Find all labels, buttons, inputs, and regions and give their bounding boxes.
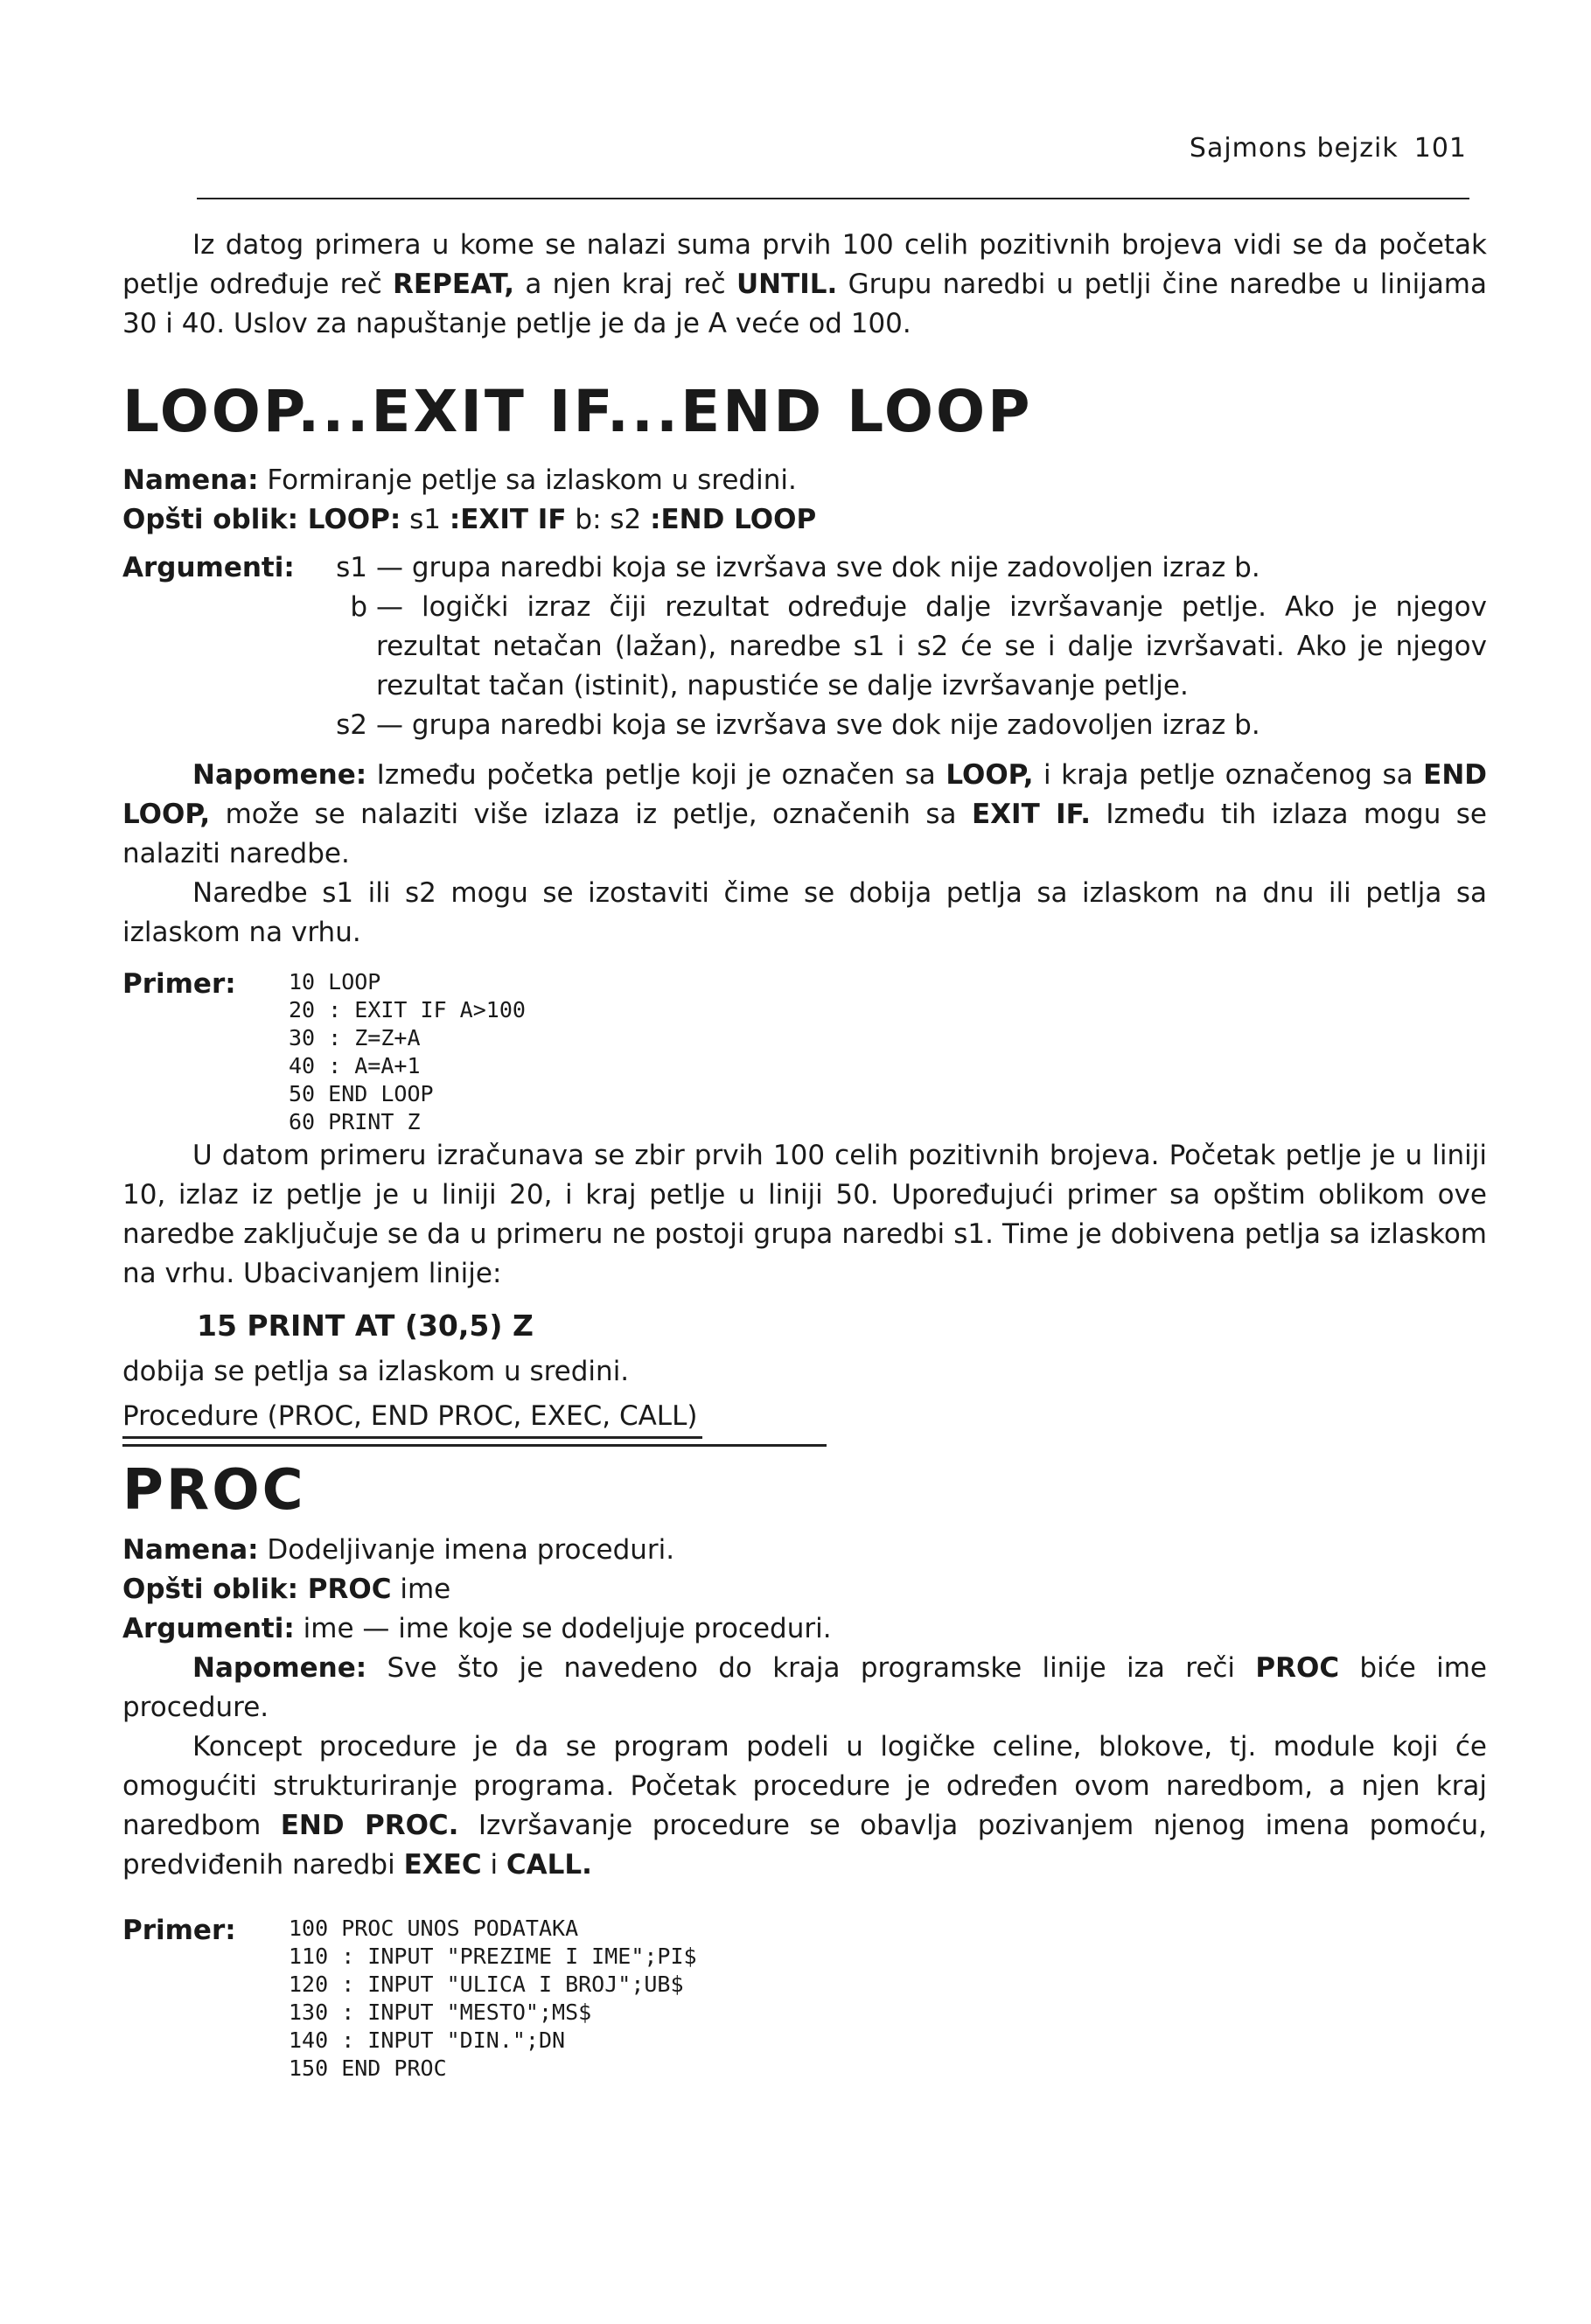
keyword-until: UNTIL. bbox=[736, 269, 838, 300]
keyword-loop: LOOP, bbox=[946, 759, 1034, 791]
proc-napomene bbox=[122, 1649, 1487, 1727]
napomene-label: Napomene: bbox=[192, 1652, 367, 1684]
keyword-call: CALL. bbox=[506, 1849, 592, 1881]
proc-namena bbox=[122, 1531, 1487, 1570]
oblik-keyword-loop: LOOP: bbox=[298, 504, 401, 535]
napomene-label: Napomene: bbox=[192, 759, 367, 791]
arg-description: logički izraz čiji rezultat određuje dalje izvršavanje petlje. Ako je njegov rezultat netačan (lažan), naredbe s1 i s2 će se i dalje izvršavati. Ako je njegov rezultat tačan (istinit), napustiće se dalje izvršavanje petlje. bbox=[376, 591, 1487, 701]
proc-concept-paragraph bbox=[122, 1727, 1487, 1885]
napomene-text-2: i kraja petlje označenog sa bbox=[1033, 759, 1424, 791]
header-rule bbox=[197, 198, 1469, 199]
proc-arguments bbox=[122, 1609, 1487, 1649]
arg-dash: — bbox=[376, 552, 403, 583]
arg-spacer bbox=[122, 588, 332, 706]
napomene-text-4: Između tih izlaza mogu se nalaziti naredbe. bbox=[122, 799, 1487, 869]
arg-dash: — bbox=[376, 709, 403, 741]
proc-heading: PROC bbox=[122, 1458, 306, 1523]
concept-text-3: i bbox=[481, 1849, 506, 1881]
arg-text bbox=[376, 588, 1487, 706]
page-number: 101 bbox=[1413, 133, 1467, 164]
page-body bbox=[122, 226, 1487, 2083]
running-header bbox=[1190, 133, 1467, 164]
oblik-keyword-exit-if: :EXIT IF bbox=[449, 504, 567, 535]
keyword-repeat: REPEAT, bbox=[393, 269, 515, 300]
section-title: Procedure (PROC, END PROC, EXEC, CALL) bbox=[122, 1397, 702, 1439]
oblik-label: Opšti oblik: bbox=[122, 1574, 298, 1605]
arg-key: s1 bbox=[336, 552, 367, 583]
arguments-text: ime — ime koje se dodeljuje proceduri. bbox=[294, 1613, 832, 1644]
loop-arguments bbox=[122, 548, 1487, 745]
oblik-keyword-end-loop: :END LOOP bbox=[650, 504, 817, 535]
napomene-text-2: biće ime procedure. bbox=[122, 1652, 1488, 1723]
namena-text: Dodeljivanje imena proceduri. bbox=[258, 1534, 675, 1566]
keyword-proc: PROC bbox=[1255, 1652, 1340, 1684]
proc-code-listing: 100 PROC UNOS PODATAKA 110 : INPUT "PREZIME I IME";PI$ 120 : INPUT "ULICA I BROJ";UB$ 130 : INPUT "MESTO";MS$ 140 : INPUT "DIN.";DN 150 END PROC bbox=[289, 1916, 697, 2081]
loop-code-listing: 10 LOOP 20 : EXIT IF A>100 30 : Z=Z+A 40 : A=A+1 50 END LOOP 60 PRINT Z bbox=[289, 969, 526, 1134]
arguments-label: Argumenti: bbox=[122, 552, 295, 583]
section-rule bbox=[122, 1444, 827, 1447]
oblik-text-1: s1 bbox=[401, 504, 450, 535]
spacer bbox=[122, 745, 1487, 756]
arg-key: b bbox=[350, 591, 367, 623]
namena-label: Namena: bbox=[122, 464, 259, 496]
intro-text-1: Iz datog primera u kome se nalazi suma prvih 100 celih pozitivnih brojeva vidi se da početak petlje određuje reč bbox=[122, 229, 1487, 300]
loop-heading: LOOP...EXIT IF...END LOOP bbox=[122, 378, 1033, 445]
napomene-text-3: može se nalaziti više izlaza iz petlje, označenih sa bbox=[210, 799, 972, 830]
arg-description: grupa naredbi koja se izvršava sve dok nije zadovoljen izraz b. bbox=[411, 552, 1260, 583]
loop-opsti-oblik bbox=[122, 500, 1487, 540]
arg-row-b bbox=[332, 588, 1487, 706]
arg-text bbox=[376, 706, 1487, 745]
arg-spacer bbox=[122, 706, 332, 745]
primer-label: Primer: bbox=[122, 1915, 236, 1946]
loop-namena bbox=[122, 461, 1487, 500]
primer-label: Primer: bbox=[122, 968, 236, 1000]
oblik-text: ime bbox=[391, 1574, 451, 1605]
intro-paragraph bbox=[122, 226, 1487, 344]
concept-text-2: Izvršavanje procedure se obavlja pozivanjem njenog imena pomoću, predviđenih naredbi bbox=[122, 1810, 1487, 1881]
loop-explanation: U datom primeru izračunava se zbir prvih 100 celih pozitivnih brojeva. Početak petlje je u liniji 10, izlaz iz petlje je u liniji 20, i kraj petlje u liniji 50. Upoređujući primer sa opštim oblikom ove naredbe zaključuje se da u primeru ne postoji grupa naredbi s1. Time je dobivena petlja sa izlaskom na vrhu. Ubacivanjem linije: bbox=[122, 1140, 1487, 1289]
keyword-exit-if: EXIT IF. bbox=[971, 799, 1091, 830]
arguments-label: Argumenti: bbox=[122, 1613, 295, 1644]
proc-opsti-oblik bbox=[122, 1570, 1487, 1609]
arg-description: grupa naredbi koja se izvršava sve dok nije zadovoljen izraz b. bbox=[411, 709, 1260, 741]
arg-text bbox=[376, 548, 1487, 588]
loop-result: dobija se petlja sa izlaskom u sredini. bbox=[122, 1356, 630, 1387]
napomene-text-1: Sve što je navedeno do kraja programske linije iza reči bbox=[366, 1652, 1256, 1684]
oblik-label: Opšti oblik: bbox=[122, 504, 298, 535]
loop-napomene-2: Naredbe s1 ili s2 mogu se izostaviti čime se dobija petlja sa izlaskom na dnu ili petlja sa izlaskom na vrhu. bbox=[122, 877, 1487, 948]
arg-key: s2 bbox=[336, 709, 367, 741]
loop-napomene bbox=[122, 756, 1487, 874]
insert-line: 15 PRINT AT (30,5) Z bbox=[197, 1309, 534, 1343]
concept-text-1: Koncept procedure je da se program podeli u logičke celine, blokove, tj. module koji će omogućiti strukturiranje programa. Početak procedure je određen ovom naredbom, a njen kraj naredbom bbox=[122, 1731, 1487, 1841]
napomene-text-1: Između početka petlje koji je označen sa bbox=[366, 759, 946, 791]
oblik-keyword-proc: PROC bbox=[298, 1574, 392, 1605]
arg-row-s2 bbox=[332, 706, 1487, 745]
intro-text-3: Grupu naredbi u petlji čine naredbe u linijama 30 i 40. Uslov za napuštanje petlje je da je A veće od 100. bbox=[122, 269, 1488, 339]
keyword-end-loop: END LOOP, bbox=[122, 759, 1487, 830]
oblik-text-2: b: s2 bbox=[566, 504, 651, 535]
proc-primer bbox=[122, 1911, 1487, 2083]
intro-text-2: a njen kraj reč bbox=[514, 269, 736, 300]
namena-text: Formiranje petlje sa izlaskom u sredini. bbox=[258, 464, 797, 496]
arg-dash: — bbox=[376, 591, 403, 623]
keyword-exec: EXEC bbox=[403, 1849, 482, 1881]
keyword-end-proc: END PROC. bbox=[280, 1810, 459, 1841]
loop-primer bbox=[122, 965, 1487, 1136]
arg-row-s1 bbox=[332, 548, 1487, 588]
running-title: Sajmons bejzik bbox=[1189, 133, 1399, 164]
namena-label: Namena: bbox=[122, 1534, 259, 1566]
